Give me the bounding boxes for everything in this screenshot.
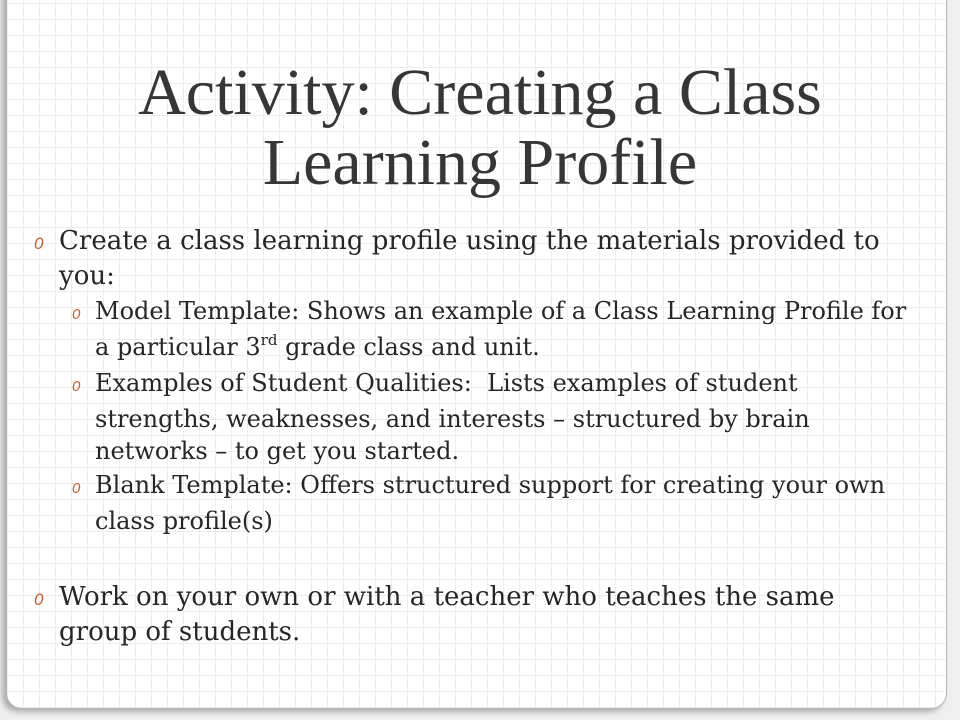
- bullet-text: Work on your own or with a teacher who teaches the same: [59, 582, 835, 612]
- bullet-text: Examples of Student Qualities: Lists examples of student: [95, 369, 798, 397]
- bullet-text: strengths, weaknesses, and interests – structured by brain: [95, 405, 810, 433]
- slide-title: Activity: Creating a Class Learning Profile: [138, 56, 822, 199]
- bullet-text-line: [72, 469, 886, 505]
- bullet-text: Blank Template: Offers structured support for creating your own: [95, 471, 886, 499]
- sub-bullet-item: [72, 295, 907, 363]
- bullet-text: a particular 3: [95, 333, 261, 361]
- bullet-text-line: [72, 295, 907, 331]
- bullet-text-line: [95, 403, 810, 435]
- bullet-item: [34, 225, 880, 292]
- bullet-text-line: [72, 367, 810, 403]
- bullet-text-line: [95, 435, 810, 467]
- bullet-text: class profile(s): [95, 507, 273, 535]
- bullet-item: [34, 581, 835, 648]
- bullet-marker: 0: [72, 480, 81, 497]
- bullet-text: you:: [59, 261, 115, 291]
- sub-bullet-item: [72, 469, 886, 537]
- bullet-text-line: [95, 331, 906, 363]
- bullet-text-line: [59, 260, 880, 292]
- sub-bullet-item: [72, 367, 810, 467]
- bullet-text: Model Template: Shows an example of a Class Learning Profile for: [95, 297, 907, 325]
- bullet-text-line: [34, 225, 880, 260]
- bullet-text: grade class and unit.: [277, 333, 540, 361]
- bullet-marker: 0: [34, 234, 44, 253]
- bullet-text-line: [34, 581, 835, 616]
- bullet-text: networks – to get you started.: [95, 437, 460, 465]
- bullet-marker: 0: [72, 378, 81, 395]
- bullet-marker: 0: [34, 590, 44, 609]
- bullet-text-line: [95, 505, 885, 537]
- bullet-text: group of students.: [59, 617, 301, 647]
- bullet-text: Create a class learning profile using the materials provided to: [59, 226, 880, 256]
- bullet-text-line: [59, 616, 835, 648]
- ordinal-superscript: rd: [260, 331, 278, 349]
- bullet-marker: 0: [72, 306, 81, 323]
